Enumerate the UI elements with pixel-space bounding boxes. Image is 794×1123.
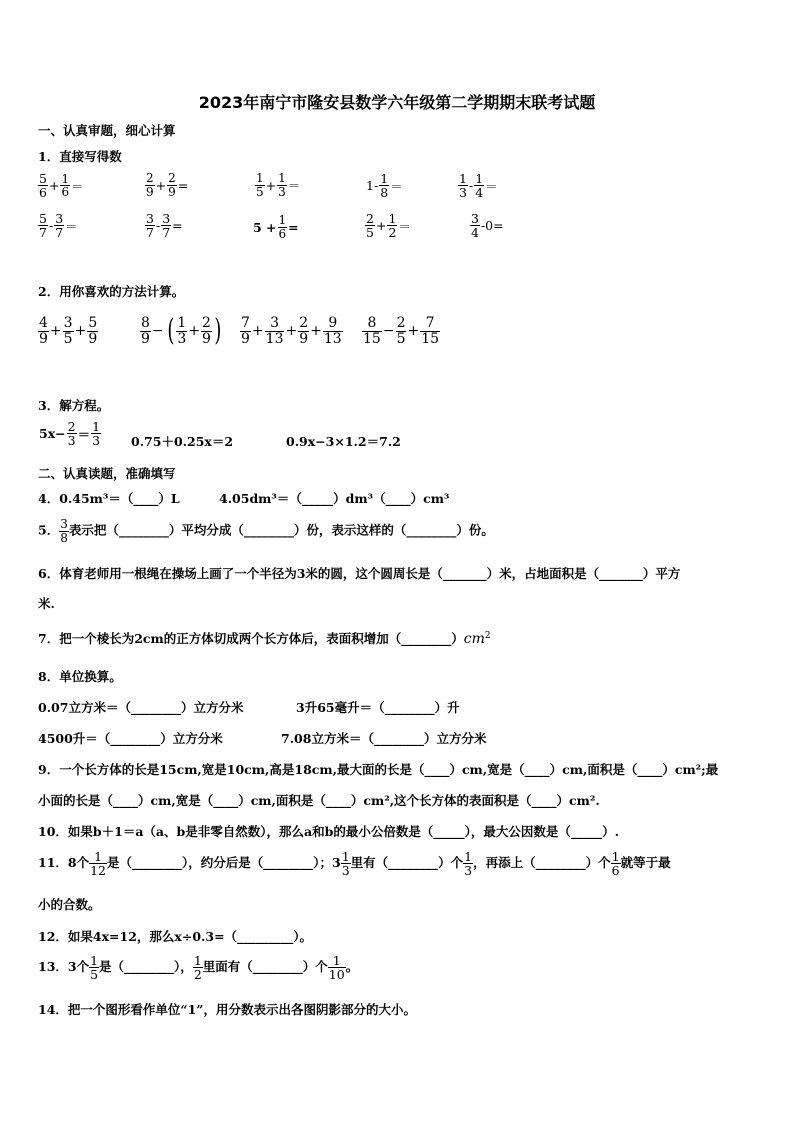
q3-equation-3: 0.9x−3×1.2＝7.2	[286, 434, 401, 449]
q1-item-5: $\frac{1}{3}$ - $\frac{1}{4}$ ＝	[459, 171, 498, 201]
q4-part-a: 4．0.45m³＝（____）L	[38, 491, 180, 506]
section-heading-2: 二、认真读题，准确填写	[38, 466, 176, 481]
q9-line-2: 小面的长是（____）cm,宽是（____）cm,面积是（____）cm²,这个长方体的表面积是（____）cm².	[38, 793, 600, 808]
q3-equation-1: 5x− $\frac{2}{3}$ ＝ $\frac{1}{3}$	[39, 419, 101, 449]
q1-item-10: $\frac{3}{4}$ -0=	[471, 211, 504, 241]
q8-item-a: 0.07立方米＝（________）立方分米	[38, 700, 244, 715]
q1-item-8: 5 + $\frac{1}{6}$ =	[253, 213, 299, 241]
q1-item-6: $\frac{5}{7}$ - $\frac{3}{7}$ ＝	[39, 211, 78, 241]
q8-item-c: 4500升＝（________）立方分米	[38, 731, 223, 746]
q9-line-1: 9．一个长方体的长是15cm,宽是10cm,高是18cm,最大面的长是（____）cm,宽是（____）cm,面积是（____）cm²;最	[38, 762, 719, 777]
q3-label: 3．解方程。	[38, 398, 110, 413]
q12-line: 12．如果4x=12，那么x÷0.3=（_________）。	[38, 929, 313, 944]
q1-label: 1．直接写得数	[38, 149, 122, 164]
q1-item-7: $\frac{3}{7}$ - $\frac{3}{7}$ =	[146, 211, 183, 241]
q1-item-3: $\frac{1}{5}$ + $\frac{1}{3}$ ＝	[256, 171, 301, 199]
q8-item-d: 7.08立方米＝（________）立方分米	[281, 731, 487, 746]
q2-expr-4: $\frac{8}{15}$ − $\frac{2}{5}$ + $\frac{7}{15}$	[363, 315, 440, 347]
q2-expr-3: $\frac{7}{9}$ + $\frac{3}{13}$ + $\frac{2}{9}$ + $\frac{9}{13}$	[241, 315, 342, 347]
q7-line: 7．把一个棱长为2cm的正方体切成两个长方体后，表面积增加$(\_\_\_\_\_\_\_\_)cm^2$	[38, 630, 491, 647]
q5-line: 5． $\frac{3}{8}$ 表示把（________）平均分成（________）份，表示这样的（________）份。	[38, 517, 494, 545]
q1-item-1: $\frac{5}{6}$ + $\frac{1}{6}$ ＝	[39, 171, 84, 201]
q2-label: 2．用你喜欢的方法计算。	[38, 284, 185, 299]
q1-item-9: $\frac{2}{5}$ + $\frac{1}{2}$ ＝	[366, 211, 411, 241]
section-heading-1: 一、认真审题，细心计算	[38, 123, 176, 138]
q6-line-1: 6．体育老师用一根绳在操场上画了一个半径为3米的圆，这个圆周长是（_______）米，占地面积是（_______）平方	[38, 566, 681, 581]
q8-label: 8．单位换算。	[38, 669, 122, 684]
q6-line-2: 米.	[38, 596, 55, 611]
q8-item-b: 3升65毫升＝（________）升	[296, 700, 460, 715]
q11-line-2: 小的合数。	[38, 897, 101, 912]
page-title: 2023年南宁市隆安县数学六年级第二学期期末联考试题	[198, 93, 596, 112]
q2-expr-2: $\frac{8}{9}$ − ( $\frac{1}{3}$ + $\frac{2}{9}$ )	[141, 313, 222, 349]
q2-expr-1: $\frac{4}{9}$ + $\frac{3}{5}$ + $\frac{5}{9}$	[39, 315, 98, 347]
q4-part-b: 4.05dm³＝（_____）dm³（____）cm³	[219, 491, 450, 506]
q1-item-2: $\frac{2}{9}$ + $\frac{2}{9}$ =	[146, 171, 189, 199]
q1-item-4: 1- $\frac{1}{8}$ ＝	[366, 171, 403, 201]
q11-line-1: 11．8个 $\frac{1}{12}$ 是（________），约分后是（________）；3 $\frac{1}{3}$ 里有（________）个 $\frac{1}{3}$ ，再添上（________）个 $\frac{1}{6}$ 就等于最	[38, 849, 671, 879]
q10-line: 10．如果b＋1＝a（a、b是非零自然数），那么a和b的最小公倍数是（_____），最大公因数是（_____）.	[38, 824, 619, 839]
q13-line: 13．3个 $\frac{1}{5}$ 是（________）， $\frac{1}{2}$ 里面有（________）个 $\frac{1}{10}$ 。	[38, 953, 359, 983]
q3-equation-2: 0.75＋0.25x＝2	[131, 434, 234, 449]
q14-line: 14．把一个图形看作单位“1”，用分数表示出各图阴影部分的大小。	[38, 1002, 416, 1017]
